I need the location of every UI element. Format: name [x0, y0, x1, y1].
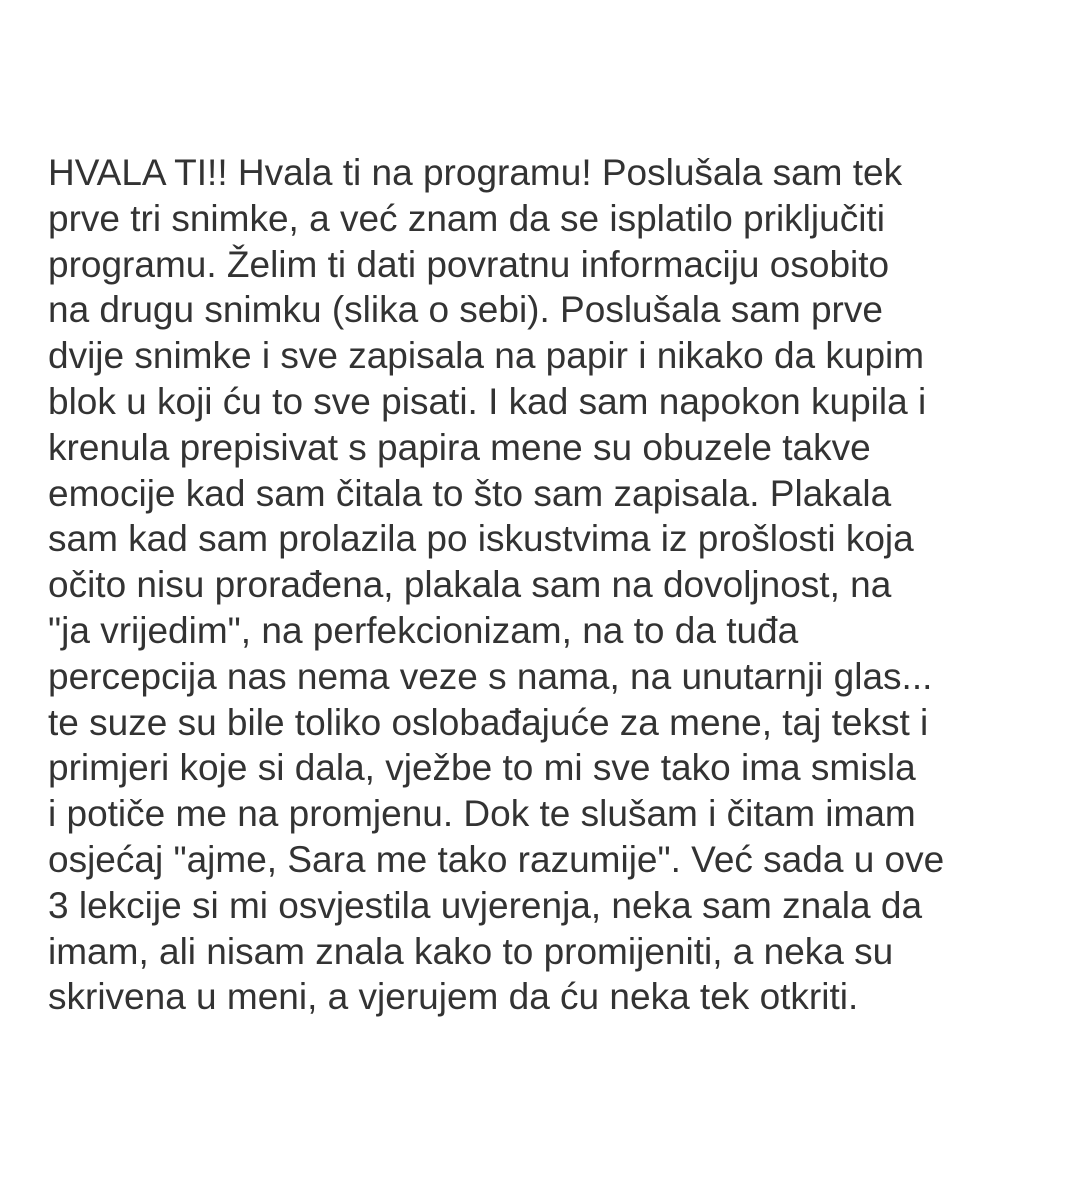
text-line: percepcija nas nema veze s nama, na unutarnji glas...: [48, 655, 933, 697]
text-line: imam, ali nisam znala kako to promijeniti, a neka su: [48, 930, 894, 972]
text-line: primjeri koje si dala, vježbe to mi sve tako ima smisla: [48, 747, 916, 789]
text-line: "ja vrijedim", na perfekcionizam, na to da tuđa: [48, 609, 799, 651]
testimonial-text: [48, 150, 1058, 1020]
text-line: očito nisu prorađena, plakala sam na dovoljnost, na: [48, 564, 892, 606]
text-line: osjećaj "ajme, Sara me tako razumije". Već sada u ove: [48, 838, 945, 880]
text-line: krenula prepisivat s papira mene su obuzele takve: [48, 426, 871, 468]
text-line: i potiče me na promjenu. Dok te slušam i čitam imam: [48, 793, 916, 835]
text-line: 3 lekcije si mi osvjestila uvjerenja, neka sam znala da: [48, 884, 923, 926]
text-line: HVALA TI!! Hvala ti na programu! Poslušala sam tek: [48, 152, 903, 193]
text-line: prve tri snimke, a već znam da se isplatilo priključiti: [48, 197, 885, 239]
text-line: blok u koji ću to sve pisati. I kad sam napokon kupila i: [48, 380, 927, 422]
text-line: programu. Želim ti dati povratnu informaciju osobito: [48, 243, 890, 285]
text-line: skrivena u meni, a vjerujem da ću neka tek otkriti.: [48, 976, 859, 1018]
text-line: na drugu snimku (slika o sebi). Poslušala sam prve: [48, 289, 883, 331]
text-line: emocije kad sam čitala to što sam zapisala. Plakala: [48, 472, 892, 514]
text-line: dvije snimke i sve zapisala na papir i nikako da kupim: [48, 335, 925, 377]
text-line: sam kad sam prolazila po iskustvima iz prošlosti koja: [48, 518, 914, 560]
text-line: te suze su bile toliko oslobađajuće za mene, taj tekst i: [48, 701, 929, 743]
